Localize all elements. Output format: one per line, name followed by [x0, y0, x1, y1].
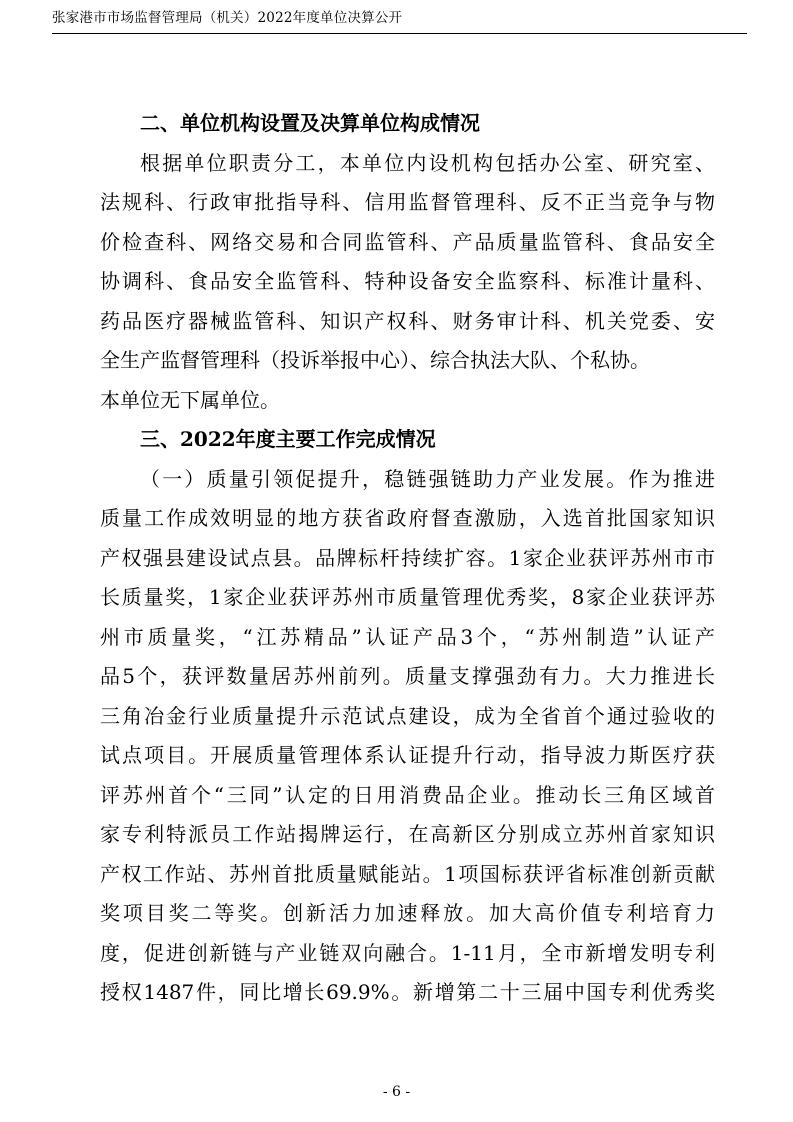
- text-line: 授权1487件，同比增长69.9%。新增第二十三届中国专利优秀奖: [100, 980, 715, 1004]
- text-line: 质量工作成效明显的地方获省政府督查激励，入选首批国家知识: [100, 506, 715, 530]
- text-line: 评苏州首个“三同”认定的日用消费品企业。推动长三角区域首: [100, 782, 715, 807]
- text-line: 全生产监督管理科（投诉举报中心）、综合执法大队、个私协。: [100, 348, 650, 372]
- text-line: 长质量奖，1家企业获评苏州市质量管理优秀奖，8家企业获评苏: [100, 585, 715, 609]
- text-line: 协调科、食品安全监管科、特种设备安全监察科、标准计量科、: [100, 269, 715, 293]
- text-line: 药品医疗器械监管科、知识产权科、财务审计科、机关党委、安: [100, 308, 715, 333]
- text-line: （一）质量引领促提升，稳链强链助力产业发展。作为推进: [140, 466, 715, 491]
- text-line: 家专利特派员工作站揭牌运行，在高新区分别成立苏州首家知识: [100, 822, 715, 846]
- running-header: 张家港市市场监督管理局（机关）2022年度单位决算公开: [52, 10, 403, 26]
- text-line: 州市质量奖，“江苏精品”认证产品3个，“苏州制造”认证产: [100, 624, 715, 649]
- text-line: 度，促进创新链与产业链双向融合。1-11月，全市新增发明专利: [100, 940, 715, 965]
- text-line: 价检查科、网络交易和合同监管科、产品质量监管科、食品安全: [100, 229, 715, 254]
- section-heading-2: 二、单位机构设置及决算单位构成情况: [140, 111, 480, 135]
- paragraph-work-summary: [100, 460, 715, 1013]
- text-line: 根据单位职责分工，本单位内设机构包括办公室、研究室、: [140, 150, 715, 175]
- header-rule: [52, 33, 747, 34]
- page-number: - 6 -: [382, 1084, 411, 1100]
- text-line: 产权强县建设试点县。品牌标杆持续扩容。1家企业获评苏州市市: [100, 545, 715, 570]
- document-body: [100, 104, 715, 1013]
- text-line: 奖项目奖二等奖。创新活力加速释放。加大高价值专利培育力: [100, 901, 715, 925]
- section-heading-3: 三、2022年度主要工作完成情况: [140, 427, 436, 451]
- text-line: 本单位无下属单位。: [100, 387, 280, 412]
- text-line: 产权工作站、苏州首批质量赋能站。1项国标获评省标准创新贡献: [100, 861, 715, 886]
- paragraph-org-structure: [100, 144, 715, 421]
- text-line: 三角冶金行业质量提升示范试点建设，成为全省首个通过验收的: [100, 703, 715, 728]
- text-line: 试点项目。开展质量管理体系认证提升行动，指导波力斯医疗获: [100, 743, 715, 767]
- text-line: 法规科、行政审批指导科、信用监督管理科、反不正当竞争与物: [100, 190, 715, 214]
- text-line: 品5个，获评数量居苏州前列。质量支撑强劲有力。大力推进长: [100, 664, 715, 688]
